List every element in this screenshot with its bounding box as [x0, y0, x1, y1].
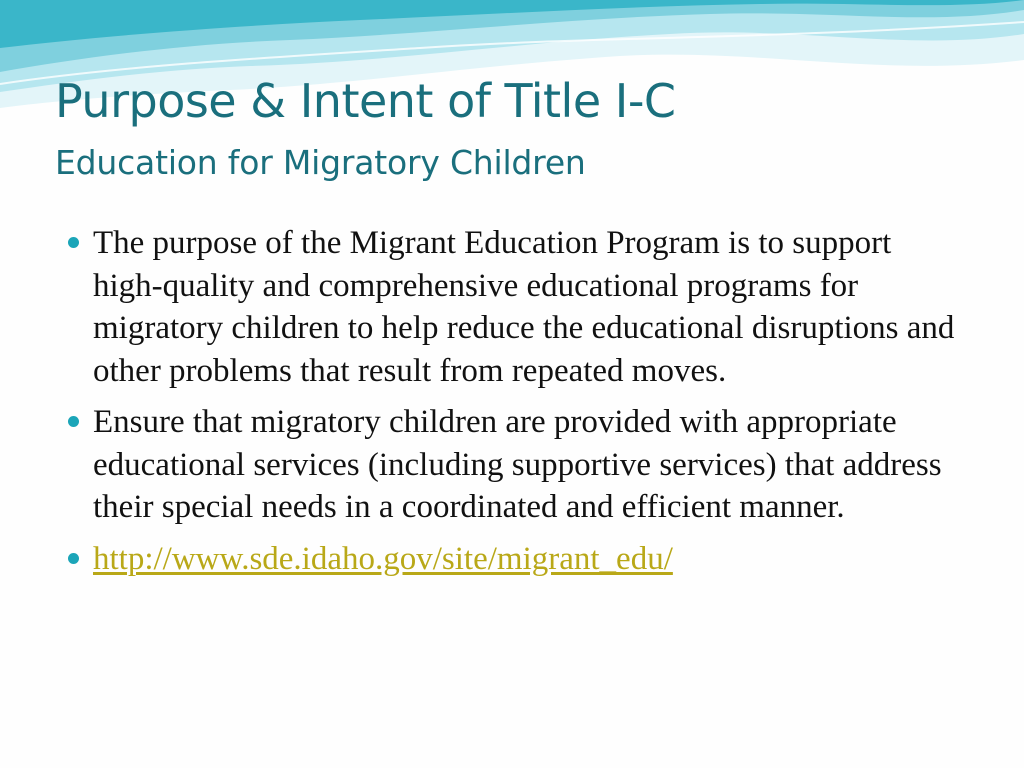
bullet-list — [64, 222, 964, 589]
title-subtitle: Education for Migratory Children — [55, 143, 586, 182]
bullet-item-ensure — [64, 401, 964, 529]
bullet-marker-icon — [68, 553, 79, 564]
bullet-text: The purpose of the Migrant Education Program is to support high-quality and comprehensive educational programs for migratory children to help reduce the educational disruptions and other problems that result from repeated moves. — [93, 225, 955, 389]
slide-title — [55, 74, 995, 182]
title-main: Purpose & Intent of Title I-C — [55, 74, 676, 128]
bullet-item-purpose — [64, 222, 964, 392]
bullet-item-link — [64, 538, 964, 581]
bullet-marker-icon — [68, 237, 79, 248]
bullet-text: Ensure that migratory children are provided with appropriate educational services (including supportive services) that address their special needs in a coordinated and efficient manner. — [93, 404, 942, 525]
migrant-edu-link[interactable]: http://www.sde.idaho.gov/site/migrant_edu/ — [93, 540, 673, 577]
bullet-marker-icon — [68, 416, 79, 427]
